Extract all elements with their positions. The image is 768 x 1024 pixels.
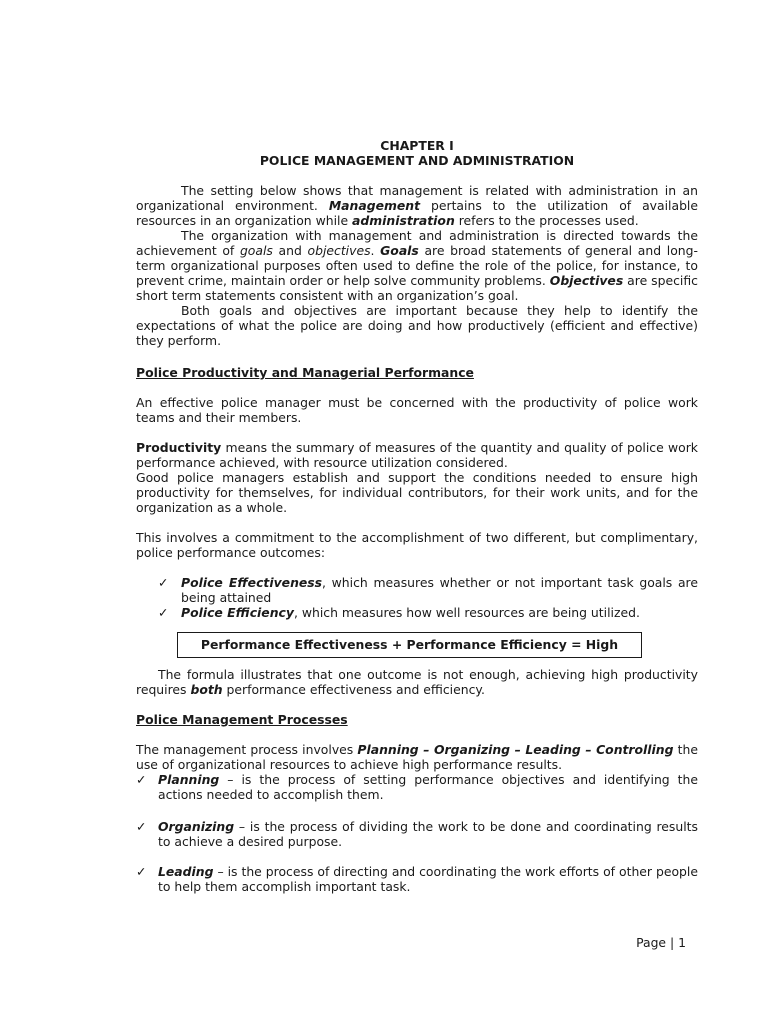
section-heading-processes: Police Management Processes xyxy=(136,712,348,727)
formula-explanation: The formula illustrates that one outcome is not enough, achieving high productivity requires both performance effectiveness and efficiency. xyxy=(136,667,698,697)
intro-paragraph-2: The organization with management and administration is directed towards the achievement of goals and objectives. Goals are broad statements of general and long-term organizational purposes often used to define the role of the police, for instance, to prevent crime, maintain order or help solve community problems. Objectives are specific short term statements consistent with an organization’s goal. xyxy=(136,228,698,303)
check-icon: ✓ xyxy=(136,819,147,834)
check-icon: ✓ xyxy=(158,575,169,590)
bullet-text: Organizing – is the process of dividing the work to be done and coordinating results to achieve a desired purpose. xyxy=(158,819,698,849)
processes-paragraph: The management process involves Planning – Organizing – Leading – Controlling the use of organizational resources to achieve high performance results. xyxy=(136,742,699,772)
check-icon: ✓ xyxy=(158,605,169,620)
chapter-title: POLICE MANAGEMENT AND ADMINISTRATION xyxy=(259,153,575,168)
intro-paragraph-1: The setting below shows that management is related with administration in an organizational environment. Management pertains to the utilization of available resources in an organization while administration refers to the processes used. xyxy=(136,183,699,228)
bullet-text: Planning – is the process of setting performance objectives and identifying the actions needed to accomplish them. xyxy=(158,772,698,802)
section-heading-productivity: Police Productivity and Managerial Performance xyxy=(136,365,474,380)
productivity-paragraph-3: Good police managers establish and support the conditions needed to ensure high productivity for themselves, for individual contributors, for their work units, and for the organization as a whole. xyxy=(136,470,698,515)
productivity-paragraph-1: An effective police manager must be concerned with the productivity of police work teams and their members. xyxy=(136,395,698,425)
chapter-number: CHAPTER I xyxy=(380,138,454,153)
bullet-text: Police Efficiency, which measures how well resources are being utilized. xyxy=(181,605,640,620)
page-number: Page | 1 xyxy=(636,935,686,950)
bullet-text: Leading – is the process of directing and coordinating the work efforts of other people to help them accomplish important task. xyxy=(158,864,698,894)
check-icon: ✓ xyxy=(136,864,147,879)
intro-paragraph-3: Both goals and objectives are important because they help to identify the expectations of what the police are doing and how productively (efficient and effective) they perform. xyxy=(136,303,698,348)
check-icon: ✓ xyxy=(136,772,147,787)
productivity-paragraph-4: This involves a commitment to the accomplishment of two different, but complimentary, police performance outcomes: xyxy=(136,530,698,560)
bullet-text: Police Effectiveness, which measures whether or not important task goals are being attained xyxy=(181,575,698,605)
formula-box: Performance Effectiveness + Performance Efficiency = High xyxy=(177,632,642,658)
productivity-paragraph-2: Productivity means the summary of measures of the quantity and quality of police work performance achieved, with resource utilization considered. xyxy=(136,440,698,470)
